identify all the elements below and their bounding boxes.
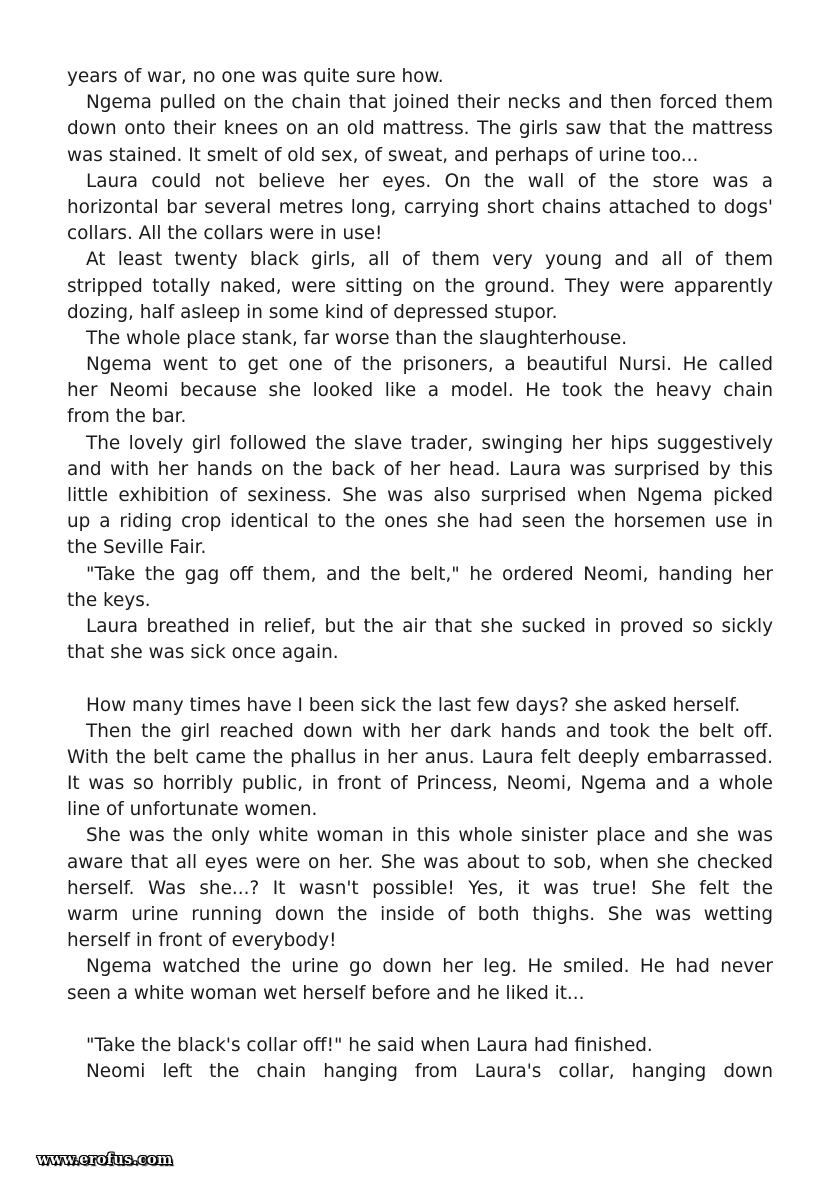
text-line: Ngema pulled on the chain that joined their necks and then forced them [86, 92, 773, 114]
text-line: The whole place stank, far worse than the slaughterhouse. [86, 327, 628, 349]
text-line: years of war, no one was quite sure how. [67, 66, 444, 87]
text-line: How many times have I been sick the last few days? she asked herself. [86, 694, 741, 716]
text-line: herself in front of everybody! [67, 930, 337, 952]
text-line: up a riding crop identical to the ones she had seen the horsemen use in [67, 511, 773, 533]
text-line: down onto their knees on an old mattress. The girls saw that the mattress [67, 118, 773, 140]
text-line: Neomi left the chain hanging from Laura's collar, hanging down [86, 1061, 773, 1083]
text-line: seen a white woman wet herself before and he liked it... [67, 982, 585, 1004]
text-line: aware that all eyes were on her. She was about to sob, when she checked [67, 851, 773, 873]
site-watermark: www.erofus.com [37, 1151, 173, 1168]
text-line: Laura could not believe her eyes. On the wall of the store was a [86, 170, 773, 192]
text-line: It was so horribly public, in front of Princess, Neomi, Ngema and a whole [67, 773, 773, 795]
text-line: stripped totally naked, were sitting on the ground. They were apparently [67, 275, 773, 297]
text-line: dozing, half asleep in some kind of depressed stupor. [67, 301, 558, 323]
body-text [67, 64, 773, 1085]
text-line: little exhibition of sexiness. She was also surprised when Ngema picked [67, 485, 773, 506]
text-line: and with her hands on the back of her head. Laura was surprised by this [67, 458, 773, 480]
text-line: horizontal bar several metres long, carrying short chains attached to dogs' [67, 196, 773, 218]
text-line: from the bar. [67, 406, 187, 428]
text-line: warm urine running down the inside of both thighs. She was wetting [67, 904, 773, 925]
text-line: that she was sick once again. [67, 642, 339, 664]
text-line: was stained. It smelt of old sex, of sweat, and perhaps of urine too... [67, 144, 699, 166]
blank-line [67, 1007, 773, 1033]
text-line: her Neomi because she looked like a model. He took the heavy chain [67, 380, 773, 402]
text-line: The lovely girl followed the slave trader, swinging her hips suggestively [86, 432, 773, 454]
text-line: the Seville Fair. [67, 537, 207, 559]
text-line: collars. All the collars were in use! [67, 223, 383, 245]
text-line: "Take the gag off them, and the belt," he ordered Neomi, handing her [86, 563, 773, 585]
text-line: Then the girl reached down with her dark hands and took the belt off. [86, 720, 773, 742]
text-line: She was the only white woman in this whole sinister place and she was [86, 825, 773, 847]
text-line: line of unfortunate women. [67, 799, 318, 821]
text-line: the keys. [67, 589, 151, 611]
blank-line [67, 666, 773, 692]
text-line: Ngema watched the urine go down her leg. He smiled. He had never [86, 956, 773, 978]
text-line: "Take the black's collar off!" he said when Laura had finished. [86, 1034, 653, 1056]
text-line: With the belt came the phallus in her anus. Laura felt deeply embarrassed. [67, 746, 773, 768]
text-line: herself. Was she...? It wasn't possible! Yes, it was true! She felt the [67, 877, 773, 899]
text-line: Laura breathed in relief, but the air that she sucked in proved so sickly [86, 615, 773, 637]
text-line: At least twenty black girls, all of them very young and all of them [86, 249, 773, 271]
text-line: Ngema went to get one of the prisoners, a beautiful Nursi. He called [86, 354, 773, 376]
